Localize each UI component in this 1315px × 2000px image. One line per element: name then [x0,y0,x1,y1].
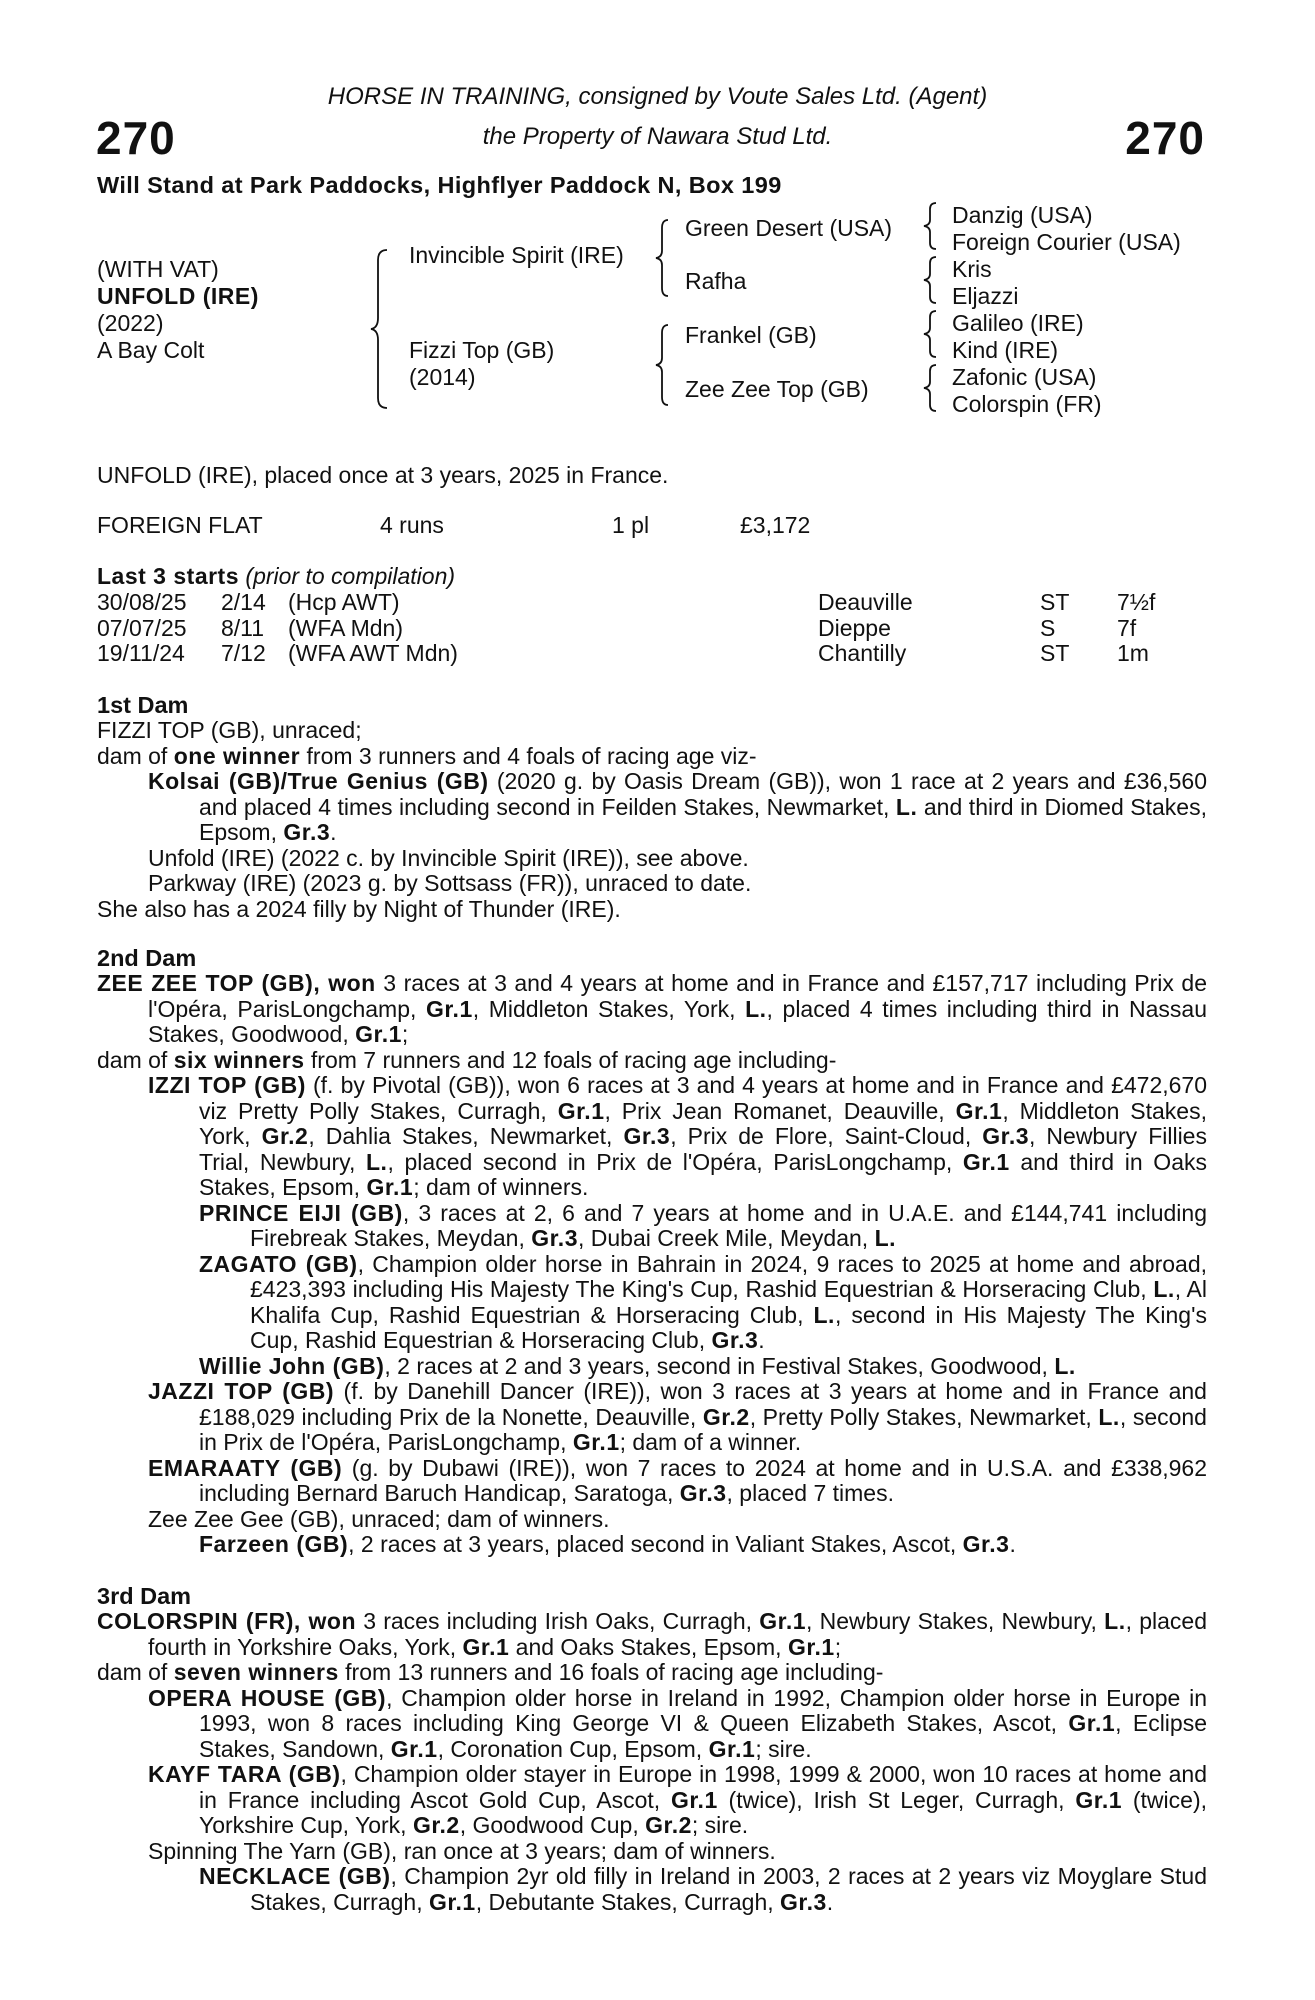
consignment-line-2: the Property of Nawara Stud Ltd. [482,123,833,150]
produce-jazzi-top: JAZZI TOP (GB) (f. by Danehill Dancer (IRE)), won 3 races at 3 years at home and in France and £188,029 including Prix de la Nonette, Deauville, Gr.2, Pretty Polly Stakes, Newmarket, L., second in Prix de l'Opéra, ParisLongchamp, Gr.1; dam of a winner. [148,1378,1207,1455]
produce-parkway: Parkway (IRE) (2023 g. by Sottsass (FR)), unraced to date. [148,870,752,896]
g4-ancestor: Colorspin (FR) [952,391,1102,417]
start-distance: 1m [1117,640,1149,666]
stand-location: Will Stand at Park Paddocks, Highflyer Paddock N, Box 199 [97,172,782,198]
pedigree-brace-dam [655,323,671,407]
start-position: 2/14 [221,589,266,615]
pedigree-brace-sire [655,218,671,298]
g4-ancestor: Kris [952,256,992,282]
horse-description: A Bay Colt [97,337,205,363]
pedigree-brace-main [370,248,390,410]
horse-name: UNFOLD (IRE) [97,283,259,309]
lot-number-right: 270 [1125,112,1205,164]
produce-farzeen: Farzeen (GB), 2 races at 3 years, placed second in Valiant Stakes, Ascot, Gr.3. [199,1531,1016,1557]
start-race: (WFA Mdn) [288,614,404,641]
horse-year: (2022) [97,310,164,336]
produce-necklace: NECKLACE (GB), Champion 2yr old filly in Ireland in 2003, 2 races at 2 years viz Moyglare Stud Stakes, Curragh, Gr.1, Debutante Stakes, Curragh, Gr.3. [199,1863,1207,1915]
last-starts-note: (prior to compilation) [245,563,456,589]
start-distance: 7½f [1117,589,1156,615]
produce-willie-john: Willie John (GB), 2 races at 2 and 3 years, second in Festival Stakes, Goodwood, L. [199,1352,1076,1379]
start-date: 19/11/24 [97,640,185,666]
pedigree-brace-g4-2 [923,255,939,305]
g4-ancestor: Galileo (IRE) [952,310,1084,336]
sire: Invincible Spirit (IRE) [409,242,624,268]
third-dam-record: COLORSPIN (FR), won 3 races including Irish Oaks, Curragh, Gr.1, Newbury Stakes, Newbury, L., placed fourth in Yorkshire Oaks, York, Gr.1 and Oaks Stakes, Epsom, Gr.1; [97,1608,1207,1660]
start-going: ST [1040,589,1070,615]
third-dam-section [97,1609,1207,1915]
last-starts-title: Last 3 starts [97,563,240,589]
start-distance: 7f [1117,614,1137,641]
start-going: ST [1040,640,1070,666]
produce-prince-eiji: PRINCE EIJI (GB), 3 races at 2, 6 and 7 years at home and in U.A.E. and £144,741 including Firebreak Stakes, Meydan, Gr.3, Dubai Creek Mile, Meydan, L. [199,1199,1207,1251]
pedigree-brace-g4-4 [923,363,939,413]
start-race: (WFA AWT Mdn) [288,640,458,666]
g4-ancestor: Danzig (USA) [952,202,1093,228]
sire-sire: Green Desert (USA) [685,215,893,241]
produce-spinning-the-yarn: Spinning The Yarn (GB), ran once at 3 years; dam of winners. [148,1837,776,1864]
first-dam-produce-line: dam of one winner from 3 runners and 4 foals of racing age viz- [97,742,757,769]
produce-opera-house: OPERA HOUSE (GB), Champion older horse in Ireland in 1992, Champion older horse in Europe in 1993, won 8 races including King George VI & Queen Elizabeth Stakes, Ascot, Gr.1, Eclipse Stakes, Sandown, Gr.1, Coronation Cup, Epsom, Gr.1; sire. [148,1684,1208,1762]
first-dam-line: FIZZI TOP (GB), unraced; [97,717,362,743]
dam-sire: Frankel (GB) [685,322,817,348]
second-dam-heading: 2nd Dam [97,945,197,971]
race-summary: UNFOLD (IRE), placed once at 3 years, 2025 in France. [97,462,669,488]
first-dam-section [97,718,1207,922]
start-going: S [1040,614,1056,641]
second-dam-produce-line: dam of six winners from 7 runners and 12 foals of racing age including- [97,1046,837,1073]
dam-year: (2014) [409,364,476,390]
second-dam-section [97,971,1207,1558]
produce-unfold: Unfold (IRE) (2022 c. by Invincible Spirit (IRE)), see above. [148,844,749,871]
produce-filly: She also has a 2024 filly by Night of Thunder (IRE). [97,895,621,922]
last-starts-heading [97,564,455,590]
g4-ancestor: Foreign Courier (USA) [952,229,1181,255]
third-dam-heading: 3rd Dam [97,1583,192,1609]
start-course: Chantilly [818,640,907,666]
produce-kayf-tara: KAYF TARA (GB), Champion older stayer in Europe in 1998, 1999 & 2000, won 10 races at home and in France including Ascot Gold Cup, Ascot, Gr.1 (twice), Irish St Leger, Curragh, Gr.1 (twice), Yorkshire Cup, York, Gr.2, Goodwood Cup, Gr.2; sire. [148,1761,1207,1838]
dam-dam: Zee Zee Top (GB) [685,376,869,402]
produce-izzi-top: IZZI TOP (GB) (f. by Pivotal (GB)), won 6 races at 3 and 4 years at home and in France and £472,670 viz Pretty Polly Stakes, Curragh, Gr.1, Prix Jean Romanet, Deauville, Gr.1, Middleton Stakes, York, Gr.2, Dahlia Stakes, Newmarket, Gr.3, Prix de Flore, Saint-Cloud, Gr.3, Newbury Fillies Trial, Newbury, L., placed second in Prix de l'Opéra, ParisLongchamp, Gr.1 and third in Oaks Stakes, Epsom, Gr.1; dam of winners. [148,1072,1207,1200]
record-earnings: £3,172 [740,512,811,538]
produce-zee-zee-gee: Zee Zee Gee (GB), unraced; dam of winners. [148,1505,610,1532]
pedigree-brace-g4-1 [923,201,939,251]
g4-ancestor: Kind (IRE) [952,337,1059,363]
start-date: 30/08/25 [97,589,187,615]
record-runs: 4 runs [380,512,444,538]
g4-ancestor: Zafonic (USA) [952,364,1097,390]
first-dam-heading: 1st Dam [97,692,189,718]
produce-zagato: ZAGATO (GB), Champion older horse in Bahrain in 2024, 9 races to 2025 at home and abroad, £423,393 including His Majesty The King's Cup, Rashid Equestrian & Horseracing Club, L., Al Khalifa Cup, Rashid Equestrian & Horseracing Club, L., second in His Majesty The King's Cup, Rashid Equestrian & Horseracing Club, Gr.3. [199,1250,1207,1353]
start-position: 7/12 [221,640,266,666]
record-placings: 1 pl [612,512,650,538]
third-dam-produce-line: dam of seven winners from 13 runners and 16 foals of racing age including- [97,1659,884,1685]
start-date: 07/07/25 [97,614,187,641]
sire-dam: Rafha [685,268,747,294]
vat-status: (WITH VAT) [97,256,219,282]
produce-kolsai: Kolsai (GB)/True Genius (GB) (2020 g. by Oasis Dream (GB)), won 1 race at 2 years and £36,560 and placed 4 times including second in Feilden Stakes, Newmarket, L. and third in Diomed Stakes, Epsom, Gr.3. [148,768,1207,845]
start-race: (Hcp AWT) [288,589,400,615]
dam: Fizzi Top (GB) [409,337,555,363]
produce-emaraaty: EMARAATY (GB) (g. by Dubawi (IRE)), won 7 races to 2024 at home and in U.S.A. and £338,962 including Bernard Baruch Handicap, Saratoga, Gr.3, placed 7 times. [148,1454,1207,1506]
lot-number-left: 270 [96,112,176,164]
start-position: 8/11 [221,614,265,641]
second-dam-record: ZEE ZEE TOP (GB), won 3 races at 3 and 4 years at home and in France and £157,717 including Prix de l'Opéra, ParisLongchamp, Gr.1, Middleton Stakes, York, L., placed 4 times including third in Nassau Stakes, Goodwood, Gr.1; [97,970,1207,1047]
last-starts-table [0,590,1315,670]
g4-ancestor: Eljazzi [952,283,1019,309]
pedigree-brace-g4-3 [923,309,939,359]
start-course: Dieppe [818,614,891,641]
record-label: FOREIGN FLAT [97,512,263,538]
start-course: Deauville [818,589,913,615]
consignment-line-1: HORSE IN TRAINING, consigned by Voute Sales Ltd. (Agent) [327,83,988,110]
